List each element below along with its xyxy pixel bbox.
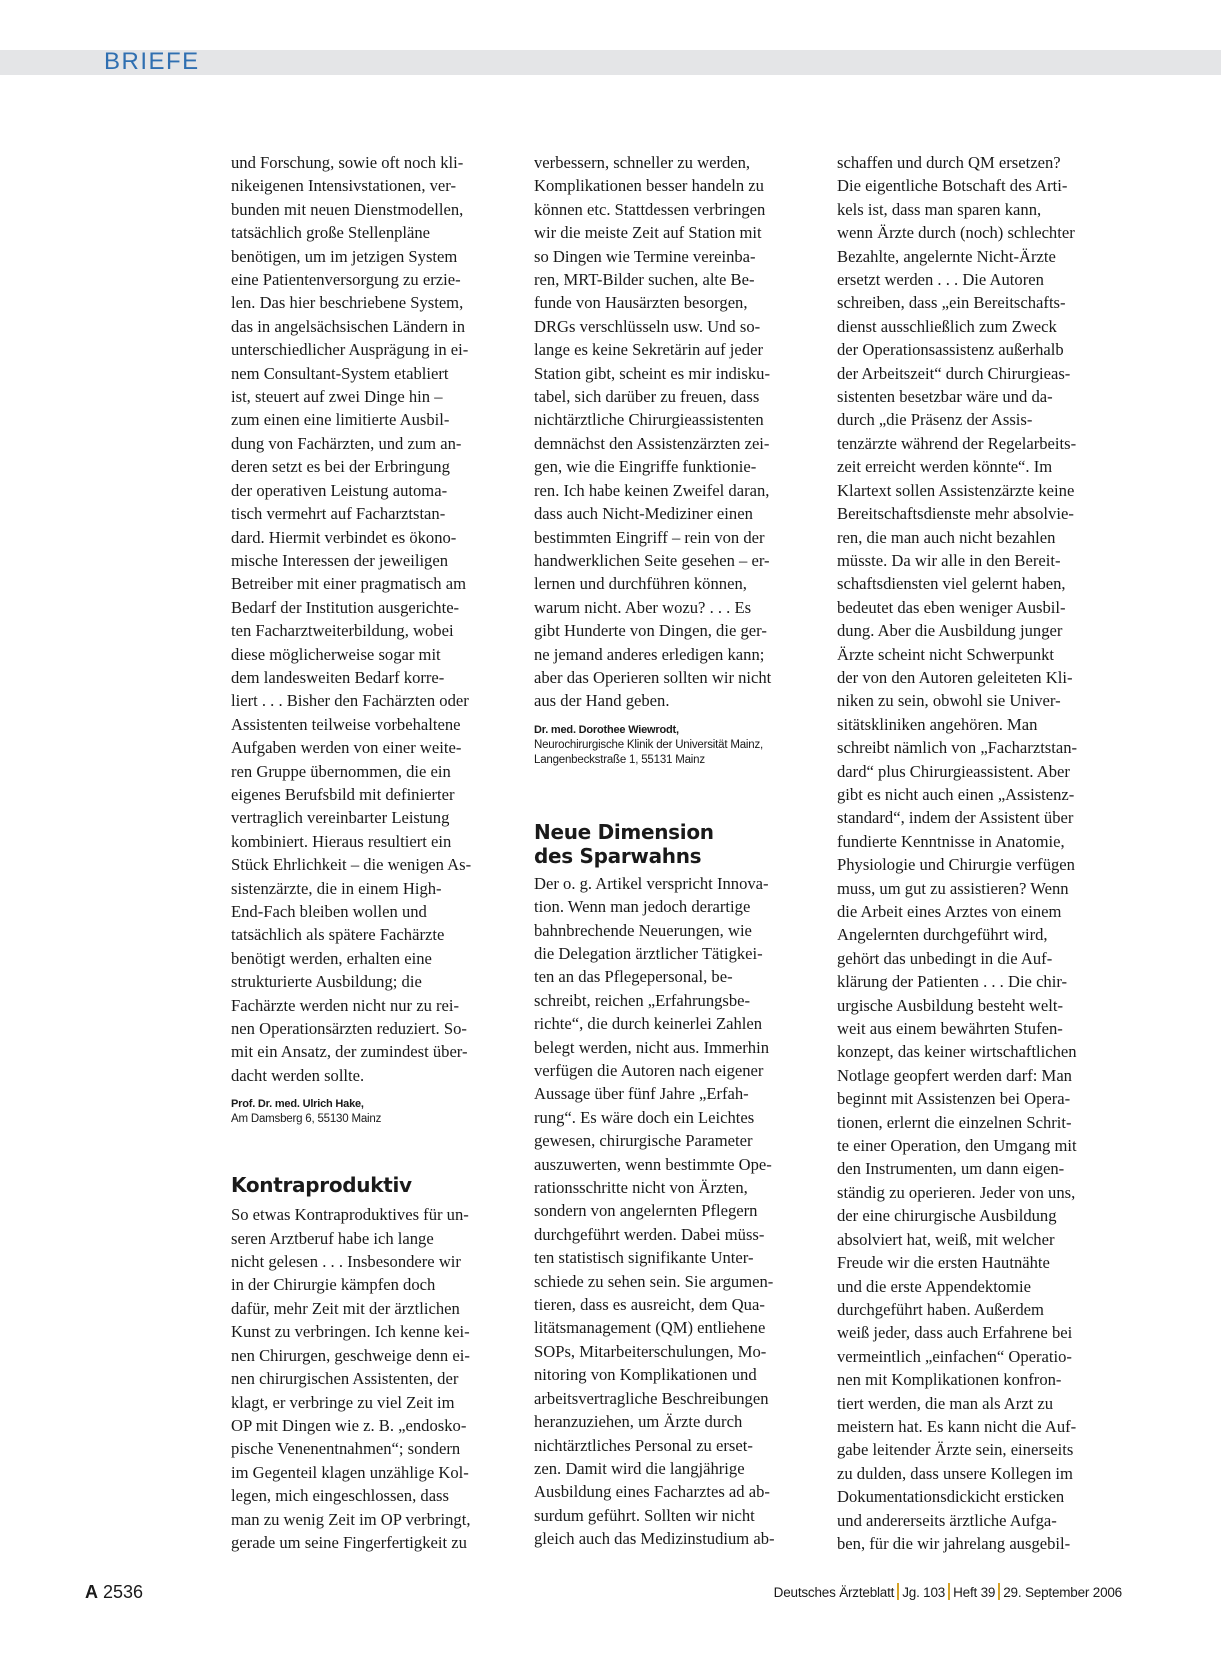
text-line: liert . . . Bisher den Fachärzten oder bbox=[231, 691, 469, 711]
text-line: durchgeführt haben. Außerdem bbox=[837, 1299, 1044, 1319]
text-line: müsste. Da wir alle in den Bereit- bbox=[837, 550, 1061, 570]
text-line: Aufgaben werden von einer weite- bbox=[231, 738, 462, 758]
text-line: ten statistisch signifikante Unter- bbox=[534, 1248, 754, 1268]
text-line: dafür, mehr Zeit mit der ärztlichen bbox=[231, 1298, 460, 1318]
text-line: der Arbeitszeit“ durch Chirurgieas- bbox=[837, 363, 1071, 383]
text-line: eigenes Berufsbild mit definierter bbox=[231, 784, 455, 804]
text-line: Bedarf der Institution ausgerichte- bbox=[231, 597, 460, 617]
text-line: bedeutet das eben weniger Ausbil- bbox=[837, 597, 1066, 617]
text-line: mische Interessen der jeweiligen bbox=[231, 550, 449, 570]
text-line: schiede zu sehen sein. Sie argumen- bbox=[534, 1271, 774, 1291]
page-letter: A bbox=[85, 1582, 98, 1602]
text-line: muss, um gut zu assistieren? Wenn bbox=[837, 878, 1069, 898]
text-line: diese möglicherweise sogar mit bbox=[231, 644, 441, 664]
text-line: Physiologie und Chirurgie verfügen bbox=[837, 855, 1075, 875]
text-line: zen. Damit wird die langjährige bbox=[534, 1458, 745, 1478]
text-line: und Forschung, sowie oft noch kli- bbox=[231, 153, 464, 172]
section-label: BRIEFE bbox=[104, 48, 200, 75]
text-line: Langenbeckstraße 1, 55131 Mainz bbox=[534, 753, 705, 766]
text-line: Ärzte scheint nicht Schwerpunkt bbox=[837, 644, 1055, 664]
text-line: gerade um seine Fingerfertigkeit zu bbox=[231, 1532, 467, 1552]
text-line: demnächst den Assistenzärzten zei- bbox=[534, 433, 770, 453]
text-line: weiß jeder, dass auch Erfahrene bei bbox=[837, 1323, 1073, 1343]
text-line: tatsächlich als spätere Fachärzte bbox=[231, 925, 445, 945]
text-line: urgische Ausbildung besteht welt- bbox=[837, 995, 1063, 1015]
text-line: schreibt, reichen „Erfahrungsbe- bbox=[534, 990, 751, 1010]
text-line: und andererseits ärztliche Aufga- bbox=[837, 1510, 1057, 1530]
text-line: weit aus einem bewährten Stufen- bbox=[837, 1019, 1063, 1039]
text-line: Assistenten teilweise vorbehaltene bbox=[231, 714, 461, 734]
text-line: ten Facharztweiterbildung, wobei bbox=[231, 621, 454, 641]
text-line: litätsmanagement (QM) entliehene bbox=[534, 1318, 766, 1338]
text-line: rung“. Es wäre doch ein Leichtes bbox=[534, 1107, 755, 1127]
signature-name: Prof. Dr. med. Ulrich Hake, bbox=[231, 1098, 364, 1111]
text-line: bestimmten Eingriff – rein von der bbox=[534, 527, 765, 547]
text-line: eine Patientenversorgung zu erzie- bbox=[231, 270, 461, 290]
text-line: fundierte Kenntnisse in Anatomie, bbox=[837, 831, 1065, 851]
text-line: lernen und durchführen können, bbox=[534, 574, 747, 594]
letter-heading bbox=[534, 820, 824, 868]
text-line: Dokumentationsdickicht ersticken bbox=[837, 1487, 1065, 1507]
text-line: gehört das unbedingt in die Auf- bbox=[837, 948, 1053, 968]
text-line: dienst ausschließlich zum Zweck bbox=[837, 316, 1057, 336]
text-line: Fachärzte werden nicht nur zu rei- bbox=[231, 995, 460, 1015]
text-column-1 bbox=[231, 151, 521, 1554]
text-line: bahnbrechende Neuerungen, wie bbox=[534, 920, 752, 940]
text-line: deren setzt es bei der Erbringung bbox=[231, 457, 450, 477]
text-line: Station gibt, scheint es mir indisku- bbox=[534, 363, 770, 383]
text-line: nikeigenen Intensivstationen, ver- bbox=[231, 176, 456, 196]
letter-body-hake bbox=[231, 151, 521, 1087]
text-line: seren Arztberuf habe ich lange bbox=[231, 1228, 434, 1248]
signature-address: Am Damsberg 6, 55130 Mainz bbox=[231, 1113, 382, 1126]
text-line: warum nicht. Aber wozu? . . . Es bbox=[534, 597, 752, 617]
text-line: der eine chirurgische Ausbildung bbox=[837, 1206, 1057, 1226]
letter-body-kontraproduktiv bbox=[231, 1203, 521, 1554]
text-line: ren. Ich habe keinen Zweifel daran, bbox=[534, 480, 770, 500]
text-line: der von den Autoren geleiteten Kli- bbox=[837, 667, 1073, 687]
footer-separator bbox=[948, 1583, 950, 1600]
text-line: benötigt werden, erhalten eine bbox=[231, 948, 432, 968]
text-line: nichtärztliches Personal zu erset- bbox=[534, 1435, 753, 1455]
text-line: aber das Operieren sollten wir nicht bbox=[534, 667, 772, 687]
text-line: len. Das hier beschriebene System, bbox=[231, 293, 464, 313]
text-line: Bezahlte, angelernte Nicht-Ärzte bbox=[837, 246, 1056, 266]
text-line: beginnt mit Assistenzen bei Opera- bbox=[837, 1089, 1071, 1109]
text-line: tiert werden, die man als Arzt zu bbox=[837, 1393, 1054, 1413]
journal-issue: Heft 39 bbox=[953, 1585, 996, 1600]
text-line: Stück Ehrlichkeit – die wenigen As- bbox=[231, 855, 472, 875]
text-line: dung. Aber die Ausbildung junger bbox=[837, 621, 1063, 641]
text-line: handwerklichen Seite gesehen – er- bbox=[534, 550, 770, 570]
text-line: bunden mit neuen Dienstmodellen, bbox=[231, 199, 464, 219]
text-line: dass auch Nicht-Mediziner einen bbox=[534, 504, 753, 524]
text-line: zu dulden, dass unsere Kollegen im bbox=[837, 1463, 1073, 1483]
text-line: Freude wir die ersten Hautnähte bbox=[837, 1253, 1050, 1273]
text-line: ne jemand anderes erledigen kann; bbox=[534, 644, 765, 664]
text-line: Bereitschaftsdienste mehr absolvie- bbox=[837, 504, 1074, 524]
text-column-3 bbox=[837, 151, 1127, 1555]
text-line: aus der Hand geben. bbox=[534, 691, 670, 711]
text-line: tatsächlich große Stellenpläne bbox=[231, 223, 431, 243]
text-line: durch „die Präsenz der Assis- bbox=[837, 410, 1033, 430]
text-line: der operativen Leistung automa- bbox=[231, 480, 448, 500]
text-line: Angelernten durchgeführt wird, bbox=[837, 925, 1048, 945]
text-line: sistenzärzte, die in einem High- bbox=[231, 878, 442, 898]
journal-title: Deutsches Ärzteblatt bbox=[773, 1585, 895, 1600]
text-line: Die eigentliche Botschaft des Arti- bbox=[837, 176, 1068, 196]
text-line: können etc. Stattdessen verbringen bbox=[534, 199, 766, 219]
text-line: tenzärzte während der Regelarbeits- bbox=[837, 433, 1077, 453]
text-line: ten an das Pflegepersonal, be- bbox=[534, 967, 733, 987]
text-line: nem Consultant-System etabliert bbox=[231, 363, 449, 383]
text-line: surdum geführt. Sollten wir nicht bbox=[534, 1505, 755, 1525]
text-line: tabel, sich darüber zu freuen, dass bbox=[534, 387, 760, 407]
text-line: nichtärztliche Chirurgieassistenten bbox=[534, 410, 764, 430]
text-line: gabe leitender Ärzte sein, einerseits bbox=[837, 1440, 1074, 1460]
text-line: dacht werden sollte. bbox=[231, 1065, 365, 1085]
text-line: SOPs, Mitarbeiterschulungen, Mo- bbox=[534, 1341, 767, 1361]
signature-name: Dr. med. Dorothee Wiewrodt, bbox=[534, 723, 679, 736]
text-line: strukturierte Ausbildung; die bbox=[231, 972, 422, 992]
journal-date: 29. September 2006 bbox=[1003, 1585, 1122, 1600]
text-line: ren, die man auch nicht bezahlen bbox=[837, 527, 1056, 547]
text-line: arbeitsvertragliche Beschreibungen bbox=[534, 1388, 769, 1408]
text-line: ist, steuert auf zwei Dinge hin – bbox=[231, 387, 443, 407]
text-line: auszuwerten, wenn bestimmte Ope- bbox=[534, 1154, 772, 1174]
text-line: mit ein Ansatz, der zumindest über- bbox=[231, 1042, 468, 1062]
text-line: der Operationsassistenz außerhalb bbox=[837, 340, 1064, 360]
text-line: nen chirurgischen Assistenten, der bbox=[231, 1369, 459, 1389]
text-line: belegt werden, nicht aus. Immerhin bbox=[534, 1037, 770, 1057]
text-line: nitoring von Komplikationen und bbox=[534, 1365, 757, 1385]
text-line: gleich auch das Medizinstudium ab- bbox=[534, 1529, 775, 1549]
text-line: DRGs verschlüsseln usw. Und so- bbox=[534, 316, 761, 336]
text-line: klagt, er verbringe zu viel Zeit im bbox=[231, 1392, 455, 1412]
text-line: kombiniert. Hieraus resultiert ein bbox=[231, 831, 452, 851]
text-line: tieren, dass es ausreicht, dem Qua- bbox=[534, 1295, 765, 1315]
text-line: End-Fach bleiben wollen und bbox=[231, 902, 427, 921]
text-line: dard. Hiermit verbindet es ökono- bbox=[231, 527, 457, 547]
text-line: ben, für die wir jahrelang ausgebil- bbox=[837, 1533, 1071, 1553]
letter-heading: Kontraproduktiv bbox=[231, 1173, 412, 1198]
journal-footer bbox=[774, 1583, 1122, 1602]
text-line: sondern von angelernten Pflegern bbox=[534, 1201, 758, 1221]
text-line: pische Venenentnahmen“; sondern bbox=[231, 1439, 461, 1459]
page-number-value: 2536 bbox=[103, 1582, 144, 1602]
text-line: dard“ plus Chirurgieassistent. Aber bbox=[837, 761, 1070, 781]
text-line: ständig zu operieren. Jeder von uns, bbox=[837, 1182, 1076, 1202]
text-line: Komplikationen besser handeln zu bbox=[534, 176, 764, 196]
text-line: So etwas Kontraproduktives für un- bbox=[231, 1205, 469, 1225]
text-line: durchgeführt werden. Dabei müss- bbox=[534, 1224, 765, 1244]
text-line: gewesen, chirurgische Parameter bbox=[534, 1131, 753, 1151]
text-line: dem landesweiten Bedarf korre- bbox=[231, 667, 445, 687]
text-line: tisch vermehrt auf Facharztstan- bbox=[231, 504, 446, 524]
text-line: die Delegation ärztlicher Tätigkei- bbox=[534, 943, 763, 963]
text-line: standard“, indem der Assistent über bbox=[837, 808, 1074, 828]
text-line: konzept, das keiner wirtschaftlichen bbox=[837, 1042, 1077, 1062]
page-number bbox=[85, 1581, 143, 1603]
text-line: so Dingen wie Termine vereinba- bbox=[534, 246, 756, 266]
letter-body-sparwahn bbox=[534, 872, 824, 1551]
text-line: lange es keine Sekretärin auf jeder bbox=[534, 340, 763, 360]
text-line: den Instrumenten, um dann eigen- bbox=[837, 1159, 1065, 1179]
text-line: te einer Operation, den Umgang mit bbox=[837, 1136, 1077, 1156]
text-line: Der o. g. Artikel verspricht Innova- bbox=[534, 873, 769, 893]
text-line: tionen, erlernt die einzelnen Schrit- bbox=[837, 1112, 1072, 1132]
letter-body-kontraproduktiv-cont bbox=[534, 151, 824, 713]
text-line: ren, MRT-Bilder suchen, alte Be- bbox=[534, 270, 755, 290]
text-line: nen Operationsärzten reduziert. So- bbox=[231, 1019, 467, 1039]
text-line: Neurochirurgische Klinik der Universität Mainz, bbox=[534, 738, 763, 751]
text-line: gen, wie die Eingriffe funktionie- bbox=[534, 457, 757, 477]
text-line: niken zu sein, obwohl sie Univer- bbox=[837, 691, 1061, 711]
text-column-2 bbox=[534, 151, 824, 1551]
text-line: man zu wenig Zeit im OP verbringt, bbox=[231, 1509, 471, 1529]
journal-volume: Jg. 103 bbox=[902, 1585, 946, 1600]
text-line: Klartext sollen Assistenzärzte keine bbox=[837, 480, 1075, 500]
text-line: tion. Wenn man jedoch derartige bbox=[534, 897, 751, 917]
text-line: verfügen die Autoren nach eigener bbox=[534, 1061, 764, 1080]
text-line: funde von Hausärzten besorgen, bbox=[534, 293, 748, 313]
text-line: das in angelsächsischen Ländern in bbox=[231, 316, 466, 336]
text-line: rationsschritte nicht von Ärzten, bbox=[534, 1178, 748, 1198]
text-line: klärung der Patienten . . . Die chir- bbox=[837, 972, 1068, 992]
text-line: benötigen, um im jetzigen System bbox=[231, 246, 458, 266]
text-line: vertraglich vereinbarter Leistung bbox=[231, 808, 450, 828]
text-line: zum einen eine limitierte Ausbil- bbox=[231, 410, 450, 430]
letter-body-sparwahn-cont bbox=[837, 151, 1127, 1555]
text-line: gibt es nicht auch einen „Assistenz- bbox=[837, 784, 1075, 804]
signature-address bbox=[534, 738, 824, 768]
text-line: verbessern, schneller zu werden, bbox=[534, 153, 751, 172]
text-line: absolviert hat, weiß, mit welcher bbox=[837, 1229, 1055, 1249]
footer-separator bbox=[998, 1583, 1000, 1600]
text-line: nicht gelesen . . . Insbesondere wir bbox=[231, 1252, 461, 1272]
text-line: sitätskliniken angehören. Man bbox=[837, 714, 1038, 734]
text-line: nen mit Komplikationen konfron- bbox=[837, 1370, 1062, 1390]
text-line: vermeintlich „einfachen“ Operatio- bbox=[837, 1346, 1072, 1366]
text-line: nen Chirurgen, geschweige denn ei- bbox=[231, 1345, 470, 1365]
text-line: legen, mich eingeschlossen, dass bbox=[231, 1486, 449, 1506]
text-line: im Gegenteil klagen unzählige Kol- bbox=[231, 1462, 469, 1482]
text-line: unterschiedlicher Ausprägung in ei- bbox=[231, 340, 469, 360]
text-line: kels ist, dass man sparen kann, bbox=[837, 199, 1042, 219]
text-line: gibt Hunderte von Dingen, die ger- bbox=[534, 621, 767, 641]
text-line: sistenten besetzbar wäre und da- bbox=[837, 387, 1053, 407]
text-line: in der Chirurgie kämpfen doch bbox=[231, 1275, 436, 1295]
text-line: Ausbildung eines Facharztes ad ab- bbox=[534, 1482, 770, 1502]
text-line: Aussage über fünf Jahre „Erfah- bbox=[534, 1084, 749, 1104]
text-line: schaftsdiensten viel gelernt haben, bbox=[837, 574, 1066, 594]
text-line: meistern hat. Es kann nicht die Auf- bbox=[837, 1416, 1077, 1436]
text-line: Neue Dimension bbox=[534, 819, 714, 844]
text-line: schreibt nämlich von „Facharztstan- bbox=[837, 738, 1078, 758]
text-line: Notlage geopfert werden darf: Man bbox=[837, 1065, 1072, 1085]
text-line: richte“, die durch keinerlei Zahlen bbox=[534, 1014, 763, 1034]
text-line: schreiben, dass „ein Bereitschafts- bbox=[837, 293, 1066, 313]
text-line: Betreiber mit einer pragmatisch am bbox=[231, 574, 466, 594]
text-line: zeit erreicht werden könnte“. Im bbox=[837, 457, 1053, 477]
footer-separator bbox=[897, 1583, 899, 1600]
text-line: ersetzt werden . . . Die Autoren bbox=[837, 270, 1044, 290]
text-line: und die erste Appendektomie bbox=[837, 1276, 1032, 1296]
text-line: dung von Fachärzten, und zum an- bbox=[231, 433, 462, 453]
text-line: OP mit Dingen wie z. B. „endosko- bbox=[231, 1415, 467, 1435]
text-line: heranzuziehen, um Ärzte durch bbox=[534, 1412, 743, 1432]
text-line: wenn Ärzte durch (noch) schlechter bbox=[837, 223, 1075, 243]
text-line: des Sparwahns bbox=[534, 843, 702, 868]
text-line: ren Gruppe übernommen, die ein bbox=[231, 761, 451, 781]
text-line: Kunst zu verbringen. Ich kenne kei- bbox=[231, 1322, 470, 1342]
text-line: schaffen und durch QM ersetzen? bbox=[837, 153, 1061, 172]
text-line: die Arbeit eines Arztes von einem bbox=[837, 902, 1062, 921]
text-line: wir die meiste Zeit auf Station mit bbox=[534, 223, 762, 243]
